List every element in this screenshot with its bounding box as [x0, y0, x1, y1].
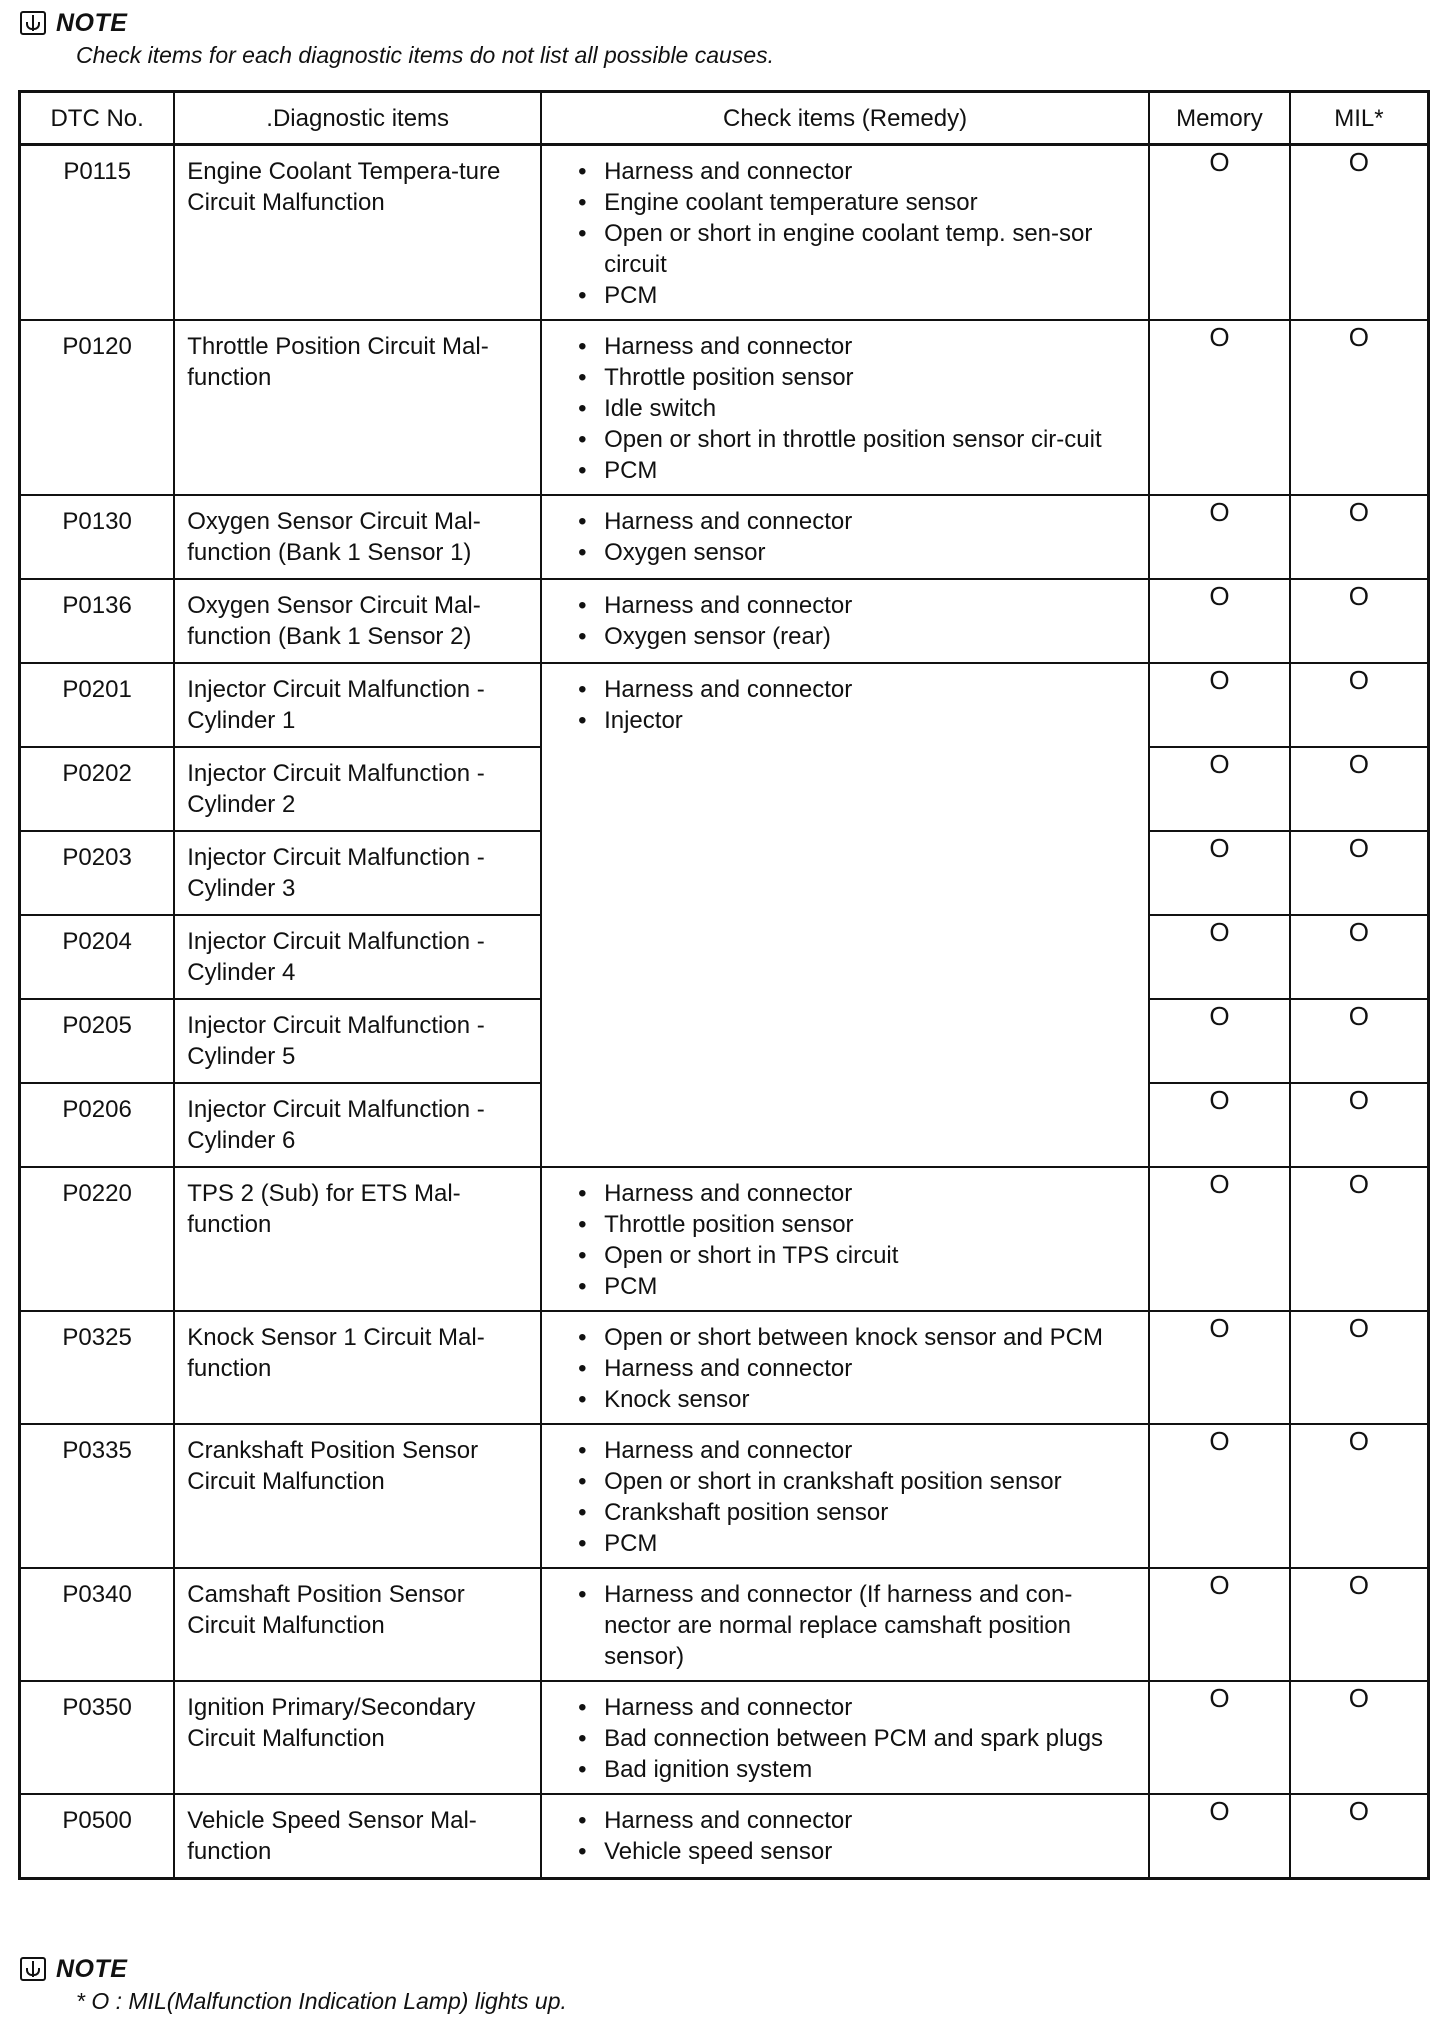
check-item: • Vehicle speed sensor: [576, 1836, 1134, 1867]
mil-mark: [1290, 320, 1429, 495]
mil-mark-symbol: O: [1348, 917, 1369, 947]
mil-mark: [1290, 999, 1429, 1083]
note-text: Check items for each diagnostic items do not list all possible causes.: [76, 42, 774, 68]
memory-mark-symbol: O: [1209, 1169, 1230, 1199]
dtc-code: P0204: [20, 915, 175, 999]
memory-mark: [1149, 495, 1290, 579]
diagnostic-item: Engine Coolant Tempera-ture Circuit Malfunction: [174, 145, 541, 321]
check-items-cell: [541, 1568, 1149, 1681]
memory-mark: [1149, 1424, 1290, 1568]
table-row: [20, 1681, 1429, 1794]
header-dtc-no: DTC No.: [20, 92, 175, 145]
note-label: NOTE: [56, 8, 128, 37]
check-items-list: [576, 590, 1134, 652]
mil-mark-symbol: O: [1348, 1683, 1369, 1713]
check-item: • Oxygen sensor (rear): [576, 621, 1134, 652]
table-row: [20, 320, 1429, 495]
dtc-code: P0130: [20, 495, 175, 579]
check-item: • Open or short in crankshaft position sensor: [576, 1466, 1134, 1497]
diagnostic-item: Camshaft Position Sensor Circuit Malfunction: [174, 1568, 541, 1681]
memory-mark-symbol: O: [1209, 147, 1230, 177]
diagnostic-item: Injector Circuit Malfunction - Cylinder 5: [174, 999, 541, 1083]
mil-mark: [1290, 747, 1429, 831]
memory-mark: [1149, 915, 1290, 999]
check-item: • Harness and connector: [576, 674, 1134, 705]
mil-mark: [1290, 1568, 1429, 1681]
memory-mark: [1149, 663, 1290, 747]
table-row: [20, 1794, 1429, 1879]
diagnostic-item: Throttle Position Circuit Mal-function: [174, 320, 541, 495]
memory-mark: [1149, 747, 1290, 831]
dtc-code: P0201: [20, 663, 175, 747]
memory-mark: [1149, 1167, 1290, 1311]
check-item: • PCM: [576, 280, 1134, 311]
check-item: • Crankshaft position sensor: [576, 1497, 1134, 1528]
check-item: • Injector: [576, 705, 1134, 736]
check-items-list: [576, 1579, 1134, 1672]
header-mil: MIL*: [1290, 92, 1429, 145]
check-items-cell: [541, 495, 1149, 579]
table-header-row: [20, 92, 1429, 145]
dtc-code: P0202: [20, 747, 175, 831]
table-row: [20, 663, 1429, 747]
mil-mark-symbol: O: [1348, 833, 1369, 863]
mil-mark-symbol: O: [1348, 749, 1369, 779]
dtc-code: P0220: [20, 1167, 175, 1311]
diagnostic-item: Injector Circuit Malfunction - Cylinder 2: [174, 747, 541, 831]
header-memory: Memory: [1149, 92, 1290, 145]
memory-mark-symbol: O: [1209, 497, 1230, 527]
check-items-list: [576, 1178, 1134, 1302]
check-item: • Bad ignition system: [576, 1754, 1134, 1785]
mil-mark: [1290, 1311, 1429, 1424]
diagnostic-item: Crankshaft Position Sensor Circuit Malfunction: [174, 1424, 541, 1568]
memory-mark-symbol: O: [1209, 917, 1230, 947]
diagnostic-item: Oxygen Sensor Circuit Mal-function (Bank 1 Sensor 2): [174, 579, 541, 663]
mil-mark-symbol: O: [1348, 1570, 1369, 1600]
diagnostic-item: TPS 2 (Sub) for ETS Mal-function: [174, 1167, 541, 1311]
mil-mark-symbol: O: [1348, 1001, 1369, 1031]
check-items-list: [576, 1435, 1134, 1559]
check-items-list: [576, 506, 1134, 568]
memory-mark-symbol: O: [1209, 322, 1230, 352]
mil-mark-symbol: O: [1348, 1426, 1369, 1456]
check-items-list: [576, 674, 1134, 736]
diagnostic-item: Ignition Primary/Secondary Circuit Malfunction: [174, 1681, 541, 1794]
mil-mark: [1290, 495, 1429, 579]
check-items-list: [576, 331, 1134, 486]
check-item: • Open or short between knock sensor and PCM: [576, 1322, 1134, 1353]
diagnostic-item: Vehicle Speed Sensor Mal-function: [174, 1794, 541, 1879]
check-items-list: [576, 1692, 1134, 1785]
mil-mark-symbol: O: [1348, 1313, 1369, 1343]
mil-mark: [1290, 1681, 1429, 1794]
memory-mark-symbol: O: [1209, 1313, 1230, 1343]
check-items-cell: [541, 663, 1149, 1167]
bottom-note: [20, 1952, 567, 2015]
check-items-cell: [541, 579, 1149, 663]
check-item: • PCM: [576, 1271, 1134, 1302]
mil-mark: [1290, 915, 1429, 999]
check-item: • Harness and connector: [576, 1435, 1134, 1466]
check-item: • Idle switch: [576, 393, 1134, 424]
note-text: * O : MIL(Malfunction Indication Lamp) lights up.: [76, 1988, 567, 2014]
mil-mark-symbol: O: [1348, 322, 1369, 352]
table-row: [20, 1568, 1429, 1681]
check-item: • Harness and connector: [576, 590, 1134, 621]
book-icon: [20, 11, 46, 35]
diagnostic-item: Injector Circuit Malfunction - Cylinder 6: [174, 1083, 541, 1167]
mil-mark-symbol: O: [1348, 1796, 1369, 1826]
dtc-code: P0350: [20, 1681, 175, 1794]
check-item: • Harness and connector: [576, 1805, 1134, 1836]
memory-mark-symbol: O: [1209, 1426, 1230, 1456]
mil-mark-symbol: O: [1348, 147, 1369, 177]
check-items-list: [576, 1322, 1134, 1415]
check-item: • PCM: [576, 1528, 1134, 1559]
check-item: • Oxygen sensor: [576, 537, 1134, 568]
check-item: • Harness and connector: [576, 506, 1134, 537]
mil-mark: [1290, 663, 1429, 747]
memory-mark: [1149, 1568, 1290, 1681]
check-item: • Harness and connector (If harness and con-nector are normal replace camshaft position sensor): [576, 1579, 1134, 1672]
check-item: • Knock sensor: [576, 1384, 1134, 1415]
mil-mark-symbol: O: [1348, 581, 1369, 611]
check-item: • Harness and connector: [576, 1353, 1134, 1384]
top-note: [20, 6, 774, 69]
check-item: • Harness and connector: [576, 331, 1134, 362]
diagnostic-item: Injector Circuit Malfunction - Cylinder 4: [174, 915, 541, 999]
check-items-cell: [541, 320, 1149, 495]
check-item: • Harness and connector: [576, 1692, 1134, 1723]
diagnostic-item: Injector Circuit Malfunction - Cylinder 1: [174, 663, 541, 747]
check-items-cell: [541, 1424, 1149, 1568]
dtc-code: P0206: [20, 1083, 175, 1167]
memory-mark-symbol: O: [1209, 581, 1230, 611]
memory-mark: [1149, 1794, 1290, 1879]
dtc-code: P0136: [20, 579, 175, 663]
dtc-code: P0120: [20, 320, 175, 495]
check-items-list: [576, 1805, 1134, 1867]
mil-mark-symbol: O: [1348, 497, 1369, 527]
check-item: • Open or short in engine coolant temp. sen-sor circuit: [576, 218, 1134, 280]
mil-mark-symbol: O: [1348, 1169, 1369, 1199]
memory-mark: [1149, 579, 1290, 663]
table-row: [20, 1424, 1429, 1568]
mil-mark: [1290, 1794, 1429, 1879]
check-items-cell: [541, 1167, 1149, 1311]
diagnostic-item: Oxygen Sensor Circuit Mal-function (Bank 1 Sensor 1): [174, 495, 541, 579]
memory-mark-symbol: O: [1209, 1001, 1230, 1031]
memory-mark-symbol: O: [1209, 1570, 1230, 1600]
note-heading: [20, 1952, 567, 1986]
memory-mark: [1149, 831, 1290, 915]
dtc-table: [18, 90, 1430, 1880]
check-items-cell: [541, 1794, 1149, 1879]
check-items-cell: [541, 1311, 1149, 1424]
dtc-code: P0115: [20, 145, 175, 321]
check-item: • Engine coolant temperature sensor: [576, 187, 1134, 218]
check-items-cell: [541, 145, 1149, 321]
table-row: [20, 1311, 1429, 1424]
memory-mark-symbol: O: [1209, 665, 1230, 695]
memory-mark-symbol: O: [1209, 1085, 1230, 1115]
memory-mark-symbol: O: [1209, 1796, 1230, 1826]
mil-mark-symbol: O: [1348, 665, 1369, 695]
memory-mark-symbol: O: [1209, 1683, 1230, 1713]
memory-mark: [1149, 145, 1290, 321]
check-item: • Throttle position sensor: [576, 362, 1134, 393]
mil-mark: [1290, 579, 1429, 663]
dtc-code: P0335: [20, 1424, 175, 1568]
diagnostic-item: Knock Sensor 1 Circuit Mal-function: [174, 1311, 541, 1424]
memory-mark: [1149, 1681, 1290, 1794]
diagnostic-item: Injector Circuit Malfunction - Cylinder 3: [174, 831, 541, 915]
mil-mark: [1290, 831, 1429, 915]
mil-mark: [1290, 1167, 1429, 1311]
memory-mark: [1149, 320, 1290, 495]
check-item: • Harness and connector: [576, 156, 1134, 187]
memory-mark: [1149, 1083, 1290, 1167]
table-row: [20, 495, 1429, 579]
header-diagnostic-items: .Diagnostic items: [174, 92, 541, 145]
check-item: • Bad connection between PCM and spark plugs: [576, 1723, 1134, 1754]
book-icon: [20, 1957, 46, 1981]
dtc-code: P0340: [20, 1568, 175, 1681]
dtc-code: P0325: [20, 1311, 175, 1424]
memory-mark-symbol: O: [1209, 833, 1230, 863]
table-row: [20, 579, 1429, 663]
check-item: • PCM: [576, 455, 1134, 486]
note-heading: [20, 6, 774, 40]
dtc-code: P0203: [20, 831, 175, 915]
dtc-code: P0205: [20, 999, 175, 1083]
memory-mark-symbol: O: [1209, 749, 1230, 779]
memory-mark: [1149, 999, 1290, 1083]
check-items-cell: [541, 1681, 1149, 1794]
mil-mark-symbol: O: [1348, 1085, 1369, 1115]
mil-mark: [1290, 1424, 1429, 1568]
check-items-list: [576, 156, 1134, 311]
table-row: [20, 145, 1429, 321]
note-label: NOTE: [56, 1954, 128, 1983]
check-item: • Open or short in TPS circuit: [576, 1240, 1134, 1271]
dtc-code: P0500: [20, 1794, 175, 1879]
check-item: • Throttle position sensor: [576, 1209, 1134, 1240]
check-item: • Open or short in throttle position sensor cir-cuit: [576, 424, 1134, 455]
header-check-items: Check items (Remedy): [541, 92, 1149, 145]
mil-mark: [1290, 1083, 1429, 1167]
memory-mark: [1149, 1311, 1290, 1424]
mil-mark: [1290, 145, 1429, 321]
table-row: [20, 1167, 1429, 1311]
check-item: • Harness and connector: [576, 1178, 1134, 1209]
